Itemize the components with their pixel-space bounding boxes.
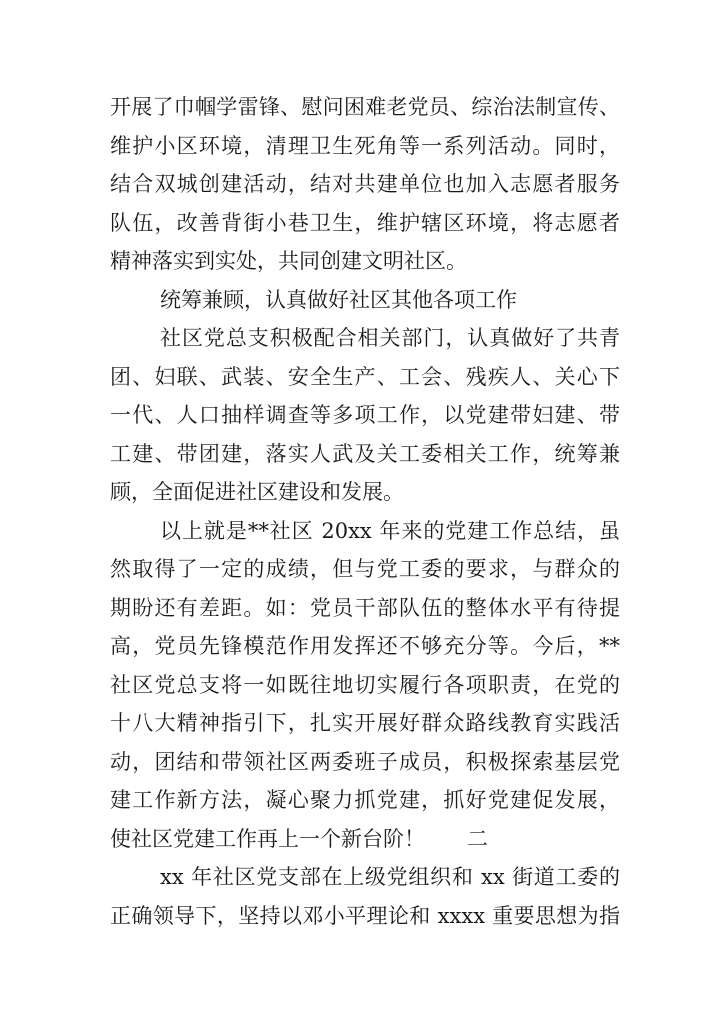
text-line: 一代、人口抽样调查等多项工作，以党建带妇建、带: [110, 403, 620, 427]
text-line: 社区党总支积极配合相关部门，认真做好了共青: [160, 326, 620, 350]
text-line: 建工作新方法，凝心聚力抓党建，抓好党建促发展，: [110, 788, 620, 812]
text-line: 团、妇联、武装、安全生产、工会、残疾人、关心下: [110, 364, 620, 389]
text-line: 工建、带团建，落实人武及关工委相关工作，统筹兼: [110, 441, 620, 466]
text-line: 动，团结和带领社区两委班子成员，积极探索基层党: [110, 749, 620, 774]
text-line: 维护小区环境，清理卫生死角等一系列活动。同时，: [110, 133, 620, 158]
document-page: [110, 88, 620, 935]
text-line: 社区党总支将一如既往地切实履行各项职责，在党的: [110, 672, 620, 697]
text-line: 期盼还有差距。如：党员干部队伍的整体水平有待提: [110, 595, 620, 620]
text-line: 十八大精神指引下，扎实开展好群众路线教育实践活: [110, 711, 620, 735]
text-line: 精神落实到实处，共同创建文明社区。: [110, 249, 467, 273]
text-line: 结合双城创建活动，结对共建单位也加入志愿者服务: [110, 172, 620, 196]
text-line: 开展了巾帼学雷锋、慰问困难老党员、综治法制宣传、: [110, 95, 620, 119]
text-line: 正确领导下，坚持以邓小平理论和 xxxx 重要思想为指: [110, 903, 620, 928]
text-line: 队伍，改善背街小巷卫生，维护辖区环境，将志愿者: [110, 210, 620, 235]
text-line: 以上就是**社区 20xx 年来的党建工作总结，虽: [160, 518, 620, 543]
text-line: 使社区党建工作再上一个新台阶！ 二: [110, 826, 488, 851]
section-heading: 统筹兼顾，认真做好社区其他各项工作: [160, 287, 517, 312]
text-line: 顾，全面促进社区建设和发展。: [110, 480, 404, 504]
text-line: 高，党员先锋模范作用发挥还不够充分等。今后，**: [110, 634, 620, 658]
text-line: xx 年社区党支部在上级党组织和 xx 街道工委的: [160, 865, 620, 889]
text-line: 然取得了一定的成绩，但与党工委的要求，与群众的: [110, 557, 620, 581]
